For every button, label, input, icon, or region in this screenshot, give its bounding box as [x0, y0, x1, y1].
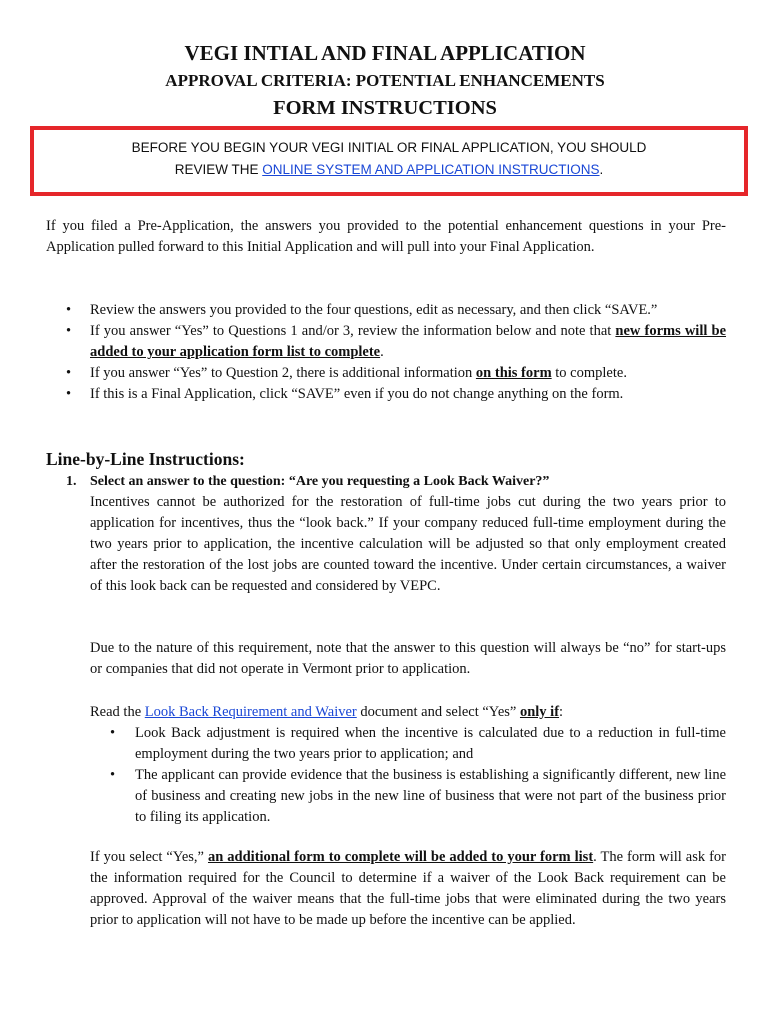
- notice-box: [30, 126, 748, 196]
- read-prefix: Read the: [90, 704, 145, 720]
- bullet-icon: •: [66, 365, 72, 381]
- bullet-text-end: to complete.: [551, 365, 627, 381]
- read-suffix: :: [559, 704, 564, 720]
- read-document-line: [90, 702, 726, 723]
- only-if-emphasis: only if: [519, 704, 560, 720]
- notice-line-2-prefix: REVIEW THE: [174, 162, 263, 177]
- bullet-emphasis: new forms will be added to your application form list to complete: [90, 323, 727, 360]
- criteria-text: The applicant can provide evidence that the business is establishing a significantly different, new line of business and creating new jobs in the new line of business that were not part of the business prior to filing its application.: [135, 767, 726, 825]
- question-text: Select an answer to the question: “Are you requesting a Look Back Waiver?”: [90, 474, 550, 489]
- bullet-text: Review the answers you provided to the four questions, edit as necessary, and then click “SAVE.”: [90, 302, 658, 318]
- section-heading: Line-by-Line Instructions:: [46, 449, 245, 469]
- document-heading: FORM INSTRUCTIONS: [273, 97, 497, 119]
- notice-line-2: [34, 159, 744, 181]
- look-back-explanation: Incentives cannot be authorized for the restoration of full-time jobs cut during the two years prior to application for incentives, thus the “look back.” If your company reduced full-time employment during the two years prior to application, the incentive calculation will be adjusted so that only employment created after the restoration of the lost jobs are counted toward the incentive. Under certain circumstances, a waiver of this look back can be requested and considered by VEPC.: [90, 494, 726, 594]
- bullet-text: If you answer “Yes” to Questions 1 and/or 3, review the information below and note that: [90, 323, 616, 339]
- criteria-text: Look Back adjustment is required when the incentive is calculated due to a reduction in full-time employment during the two years prior to application; and: [135, 725, 726, 762]
- criteria-item: [90, 723, 726, 765]
- notice-line-1: BEFORE YOU BEGIN YOUR VEGI INITIAL OR FINAL APPLICATION, YOU SHOULD: [131, 140, 647, 155]
- start-up-note: Due to the nature of this requirement, note that the answer to this question will always be “no” for start-ups or companies that did not operate in Vermont prior to application.: [90, 640, 726, 677]
- question-1: [66, 471, 736, 492]
- title-block: [0, 40, 770, 121]
- question-number: 1.: [66, 474, 77, 489]
- bullet-item: [66, 321, 726, 363]
- yes-prefix: If you select “Yes,”: [90, 849, 208, 865]
- waiver-criteria: [90, 702, 726, 828]
- look-back-waiver-link[interactable]: Look Back Requirement and Waiver: [144, 704, 357, 720]
- bullet-icon: •: [110, 725, 116, 741]
- criteria-bullets: [90, 723, 726, 828]
- bullet-item: [66, 384, 726, 405]
- additional-form-emphasis: an additional form to complete will be added to your form list: [207, 849, 594, 865]
- bullet-text: If you answer “Yes” to Question 2, there is additional information: [90, 365, 476, 381]
- criteria-item: [90, 765, 726, 828]
- bullet-item: [66, 300, 726, 321]
- yes-selection-paragraph: [90, 847, 726, 931]
- notice-line-2-suffix: .: [599, 162, 604, 177]
- bullet-text-end: .: [380, 344, 384, 360]
- bullet-text: If this is a Final Application, click “SAVE” even if you do not change anything on the form.: [90, 386, 624, 402]
- yes-suffix: . The form will ask for the information required for the Council to determine if a waiver of the Look Back requirement can be approved. Approval of the waiver means that the full-time jobs that were eliminated during the two years prior to application will not have to be made up before the incentive can be applied.: [90, 849, 726, 928]
- online-instructions-link[interactable]: ONLINE SYSTEM AND APPLICATION INSTRUCTIONS: [262, 162, 600, 177]
- bullet-icon: •: [110, 767, 116, 783]
- bullet-icon: •: [66, 323, 72, 339]
- intro-paragraph: If you filed a Pre-Application, the answers you provided to the potential enhancement questions in your Pre-Application pulled forward to this Initial Application and will pull into your Final Application.: [46, 218, 726, 255]
- read-middle: document and select “Yes”: [356, 704, 520, 720]
- bullet-item: [66, 363, 726, 384]
- bullet-icon: •: [66, 386, 72, 402]
- document-subtitle: APPROVAL CRITERIA: POTENTIAL ENHANCEMENTS: [165, 71, 605, 90]
- instruction-bullets: [66, 300, 726, 405]
- document-title: VEGI INTIAL AND FINAL APPLICATION: [184, 41, 586, 65]
- bullet-emphasis: on this form: [475, 365, 552, 381]
- bullet-icon: •: [66, 302, 72, 318]
